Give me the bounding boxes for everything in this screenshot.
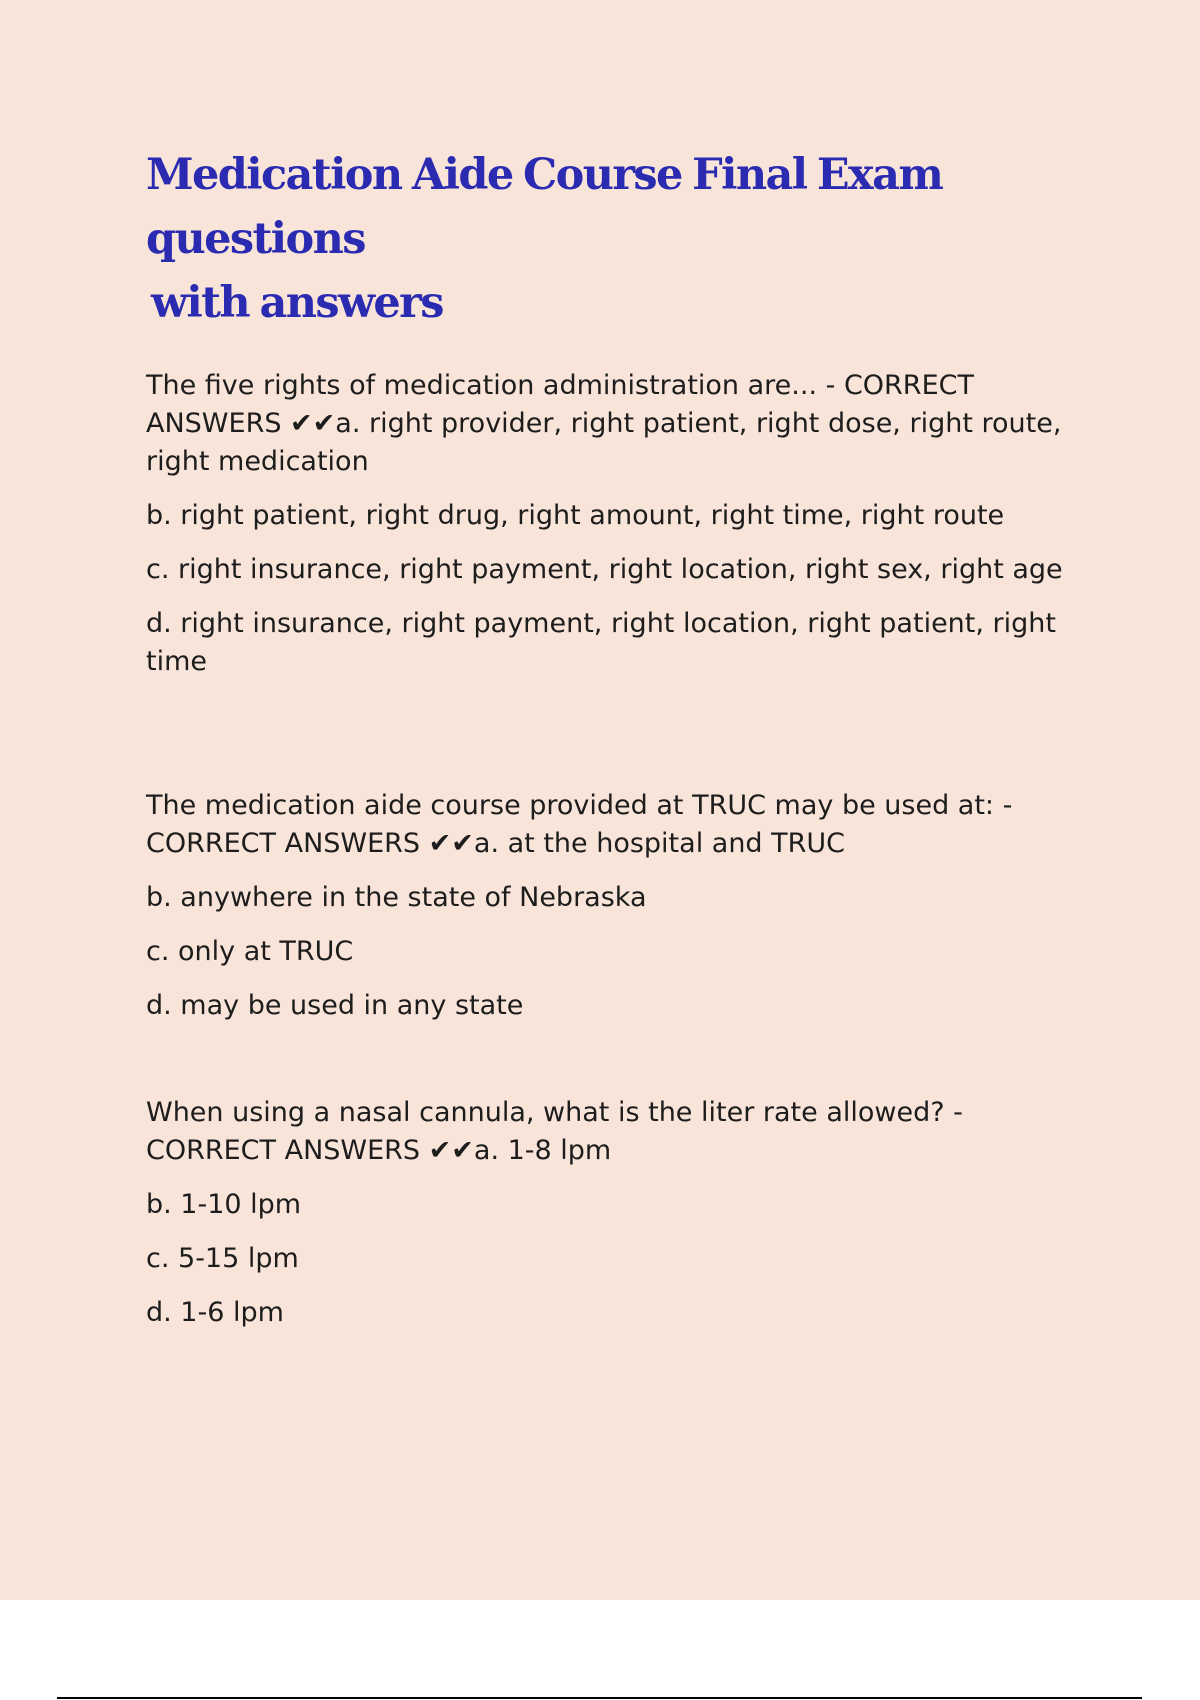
footer-divider — [57, 1697, 1142, 1699]
answer-option: d. right insurance, right payment, right location, right patient, right time — [146, 608, 1056, 677]
answer-option: b. anywhere in the state of Nebraska — [146, 882, 647, 913]
question-block — [146, 787, 1076, 1041]
title-line-2: with answers — [151, 278, 443, 328]
answer-option: b. right patient, right drug, right amount, right time, right route — [146, 500, 1005, 531]
document-title — [146, 143, 1096, 335]
question-stem: The medication aide course provided at TRUC may be used at: - CORRECT ANSWERS ✔✔a. at the hospital and TRUC — [146, 790, 1013, 859]
question-stem: When using a nasal cannula, what is the liter rate allowed? - CORRECT ANSWERS ✔✔a. 1-8 lpm — [146, 1097, 963, 1166]
answer-option: b. 1-10 lpm — [146, 1189, 302, 1220]
answer-option: c. 5-15 lpm — [146, 1243, 299, 1274]
answer-option: c. right insurance, right payment, right location, right sex, right age — [146, 554, 1063, 585]
answer-option: c. only at TRUC — [146, 936, 354, 967]
question-stem: The five rights of medication administration are... - CORRECT ANSWERS ✔✔a. right provider, right patient, right dose, right route, right medication — [146, 370, 1062, 477]
answer-option: d. may be used in any state — [146, 990, 524, 1021]
question-block — [146, 367, 1076, 697]
title-line-1: Medication Aide Course Final Exam questions — [146, 150, 943, 264]
question-block — [146, 1094, 1076, 1348]
answer-option: d. 1-6 lpm — [146, 1297, 284, 1328]
